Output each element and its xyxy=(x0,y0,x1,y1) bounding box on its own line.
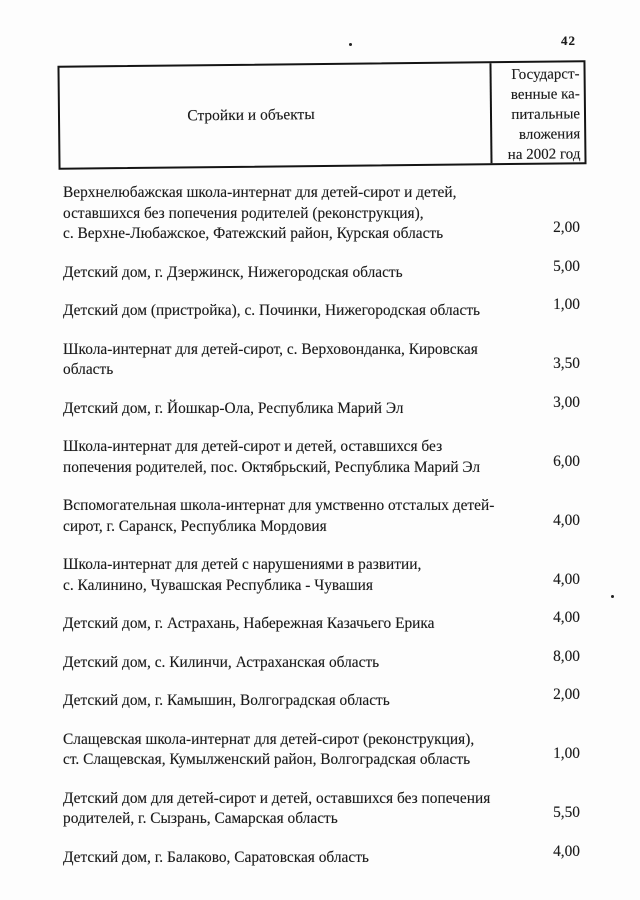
table-row xyxy=(63,437,580,478)
project-name: Верхнелюбажская школа-интернат для детей-сирот и детей, оставшихся без попечения родителей (реконструкция), с. Верхне-Любажское, Фатежский район, Курская область xyxy=(63,184,457,242)
project-name: Детский дом, г. Камышин, Волгоградская область xyxy=(63,692,390,709)
table-row xyxy=(63,257,580,284)
table-row xyxy=(63,730,580,771)
investment-amount: 4,00 xyxy=(553,511,580,529)
investment-amount: 4,00 xyxy=(553,570,580,588)
header-col-investments xyxy=(489,62,584,163)
project-name: Детский дом, г. Астрахань, Набережная Казачьего Ерика xyxy=(63,615,435,632)
project-name: Школа-интернат для детей с нарушениями в развитии, с. Калинино, Чувашская Республика - Чувашия xyxy=(63,556,422,594)
investment-amount: 8,00 xyxy=(553,647,580,665)
scan-artifact-dot xyxy=(611,595,614,598)
investment-amount: 1,00 xyxy=(553,745,580,762)
table-body xyxy=(63,183,580,886)
table-header xyxy=(57,60,586,170)
header-col-investments-line: на 2002 год xyxy=(507,146,581,164)
project-name: Вспомогательная школа-интернат для умственно отсталых детей- сирот, г. Саранск, Республика Мордовия xyxy=(63,497,495,535)
header-col-investments-line: вложения xyxy=(518,126,581,143)
project-name: Детский дом, г. Йошкар-Ола, Республика Марий Эл xyxy=(63,399,404,417)
page-number: 42 xyxy=(561,33,576,48)
header-col-investments-line: Государст- xyxy=(511,66,580,84)
header-col-projects: Стройки и объекты xyxy=(187,106,315,125)
investment-amount: 1,00 xyxy=(553,296,580,313)
investment-amount: 2,00 xyxy=(553,686,580,703)
investment-amount: 5,50 xyxy=(553,804,580,821)
project-name: Детский дом, г. Дзержинск, Нижегородская область xyxy=(63,263,403,281)
header-col-investments-line: питальные xyxy=(511,106,581,124)
table-row xyxy=(63,789,580,830)
table-row xyxy=(63,496,580,537)
table-row xyxy=(63,296,580,322)
investment-amount: 6,00 xyxy=(553,452,580,470)
header-col-investments-line: венные ка- xyxy=(510,86,580,104)
project-name: Детский дом (пристройка), с. Починки, Нижегородская область xyxy=(63,302,481,319)
table-row xyxy=(63,686,580,712)
table-row xyxy=(63,183,580,245)
investment-amount: 3,50 xyxy=(553,355,580,372)
table-row xyxy=(63,609,580,635)
project-name: Школа-интернат для детей-сирот и детей, оставшихся без попечения родителей, пос. Октябрьский, Республика Марий Эл xyxy=(63,438,481,476)
table-row xyxy=(63,340,580,381)
investment-amount: 4,00 xyxy=(553,609,580,626)
project-name: Детский дом, г. Балаково, Саратовская область xyxy=(63,848,369,866)
investment-amount: 4,00 xyxy=(553,842,580,860)
scan-artifact-dot xyxy=(349,43,352,46)
table-row xyxy=(63,842,580,869)
investment-amount: 3,00 xyxy=(553,393,580,411)
table-row xyxy=(63,555,580,596)
project-name: Детский дом для детей-сирот и детей, оставшихся без попечения родителей, г. Сызрань, Самарская область xyxy=(63,789,491,827)
table-row xyxy=(63,393,580,420)
table-row xyxy=(63,647,580,674)
investment-amount: 2,00 xyxy=(553,219,580,236)
project-name: Детский дом, с. Килинчи, Астраханская область xyxy=(63,653,380,671)
project-name: Школа-интернат для детей-сирот, с. Верховонданка, Кировская область xyxy=(63,340,478,378)
investment-amount: 5,00 xyxy=(553,257,580,275)
project-name: Слащевская школа-интернат для детей-сирот (реконструкция), ст. Слащевская, Кумылженский район, Волгоградская область xyxy=(63,730,475,768)
